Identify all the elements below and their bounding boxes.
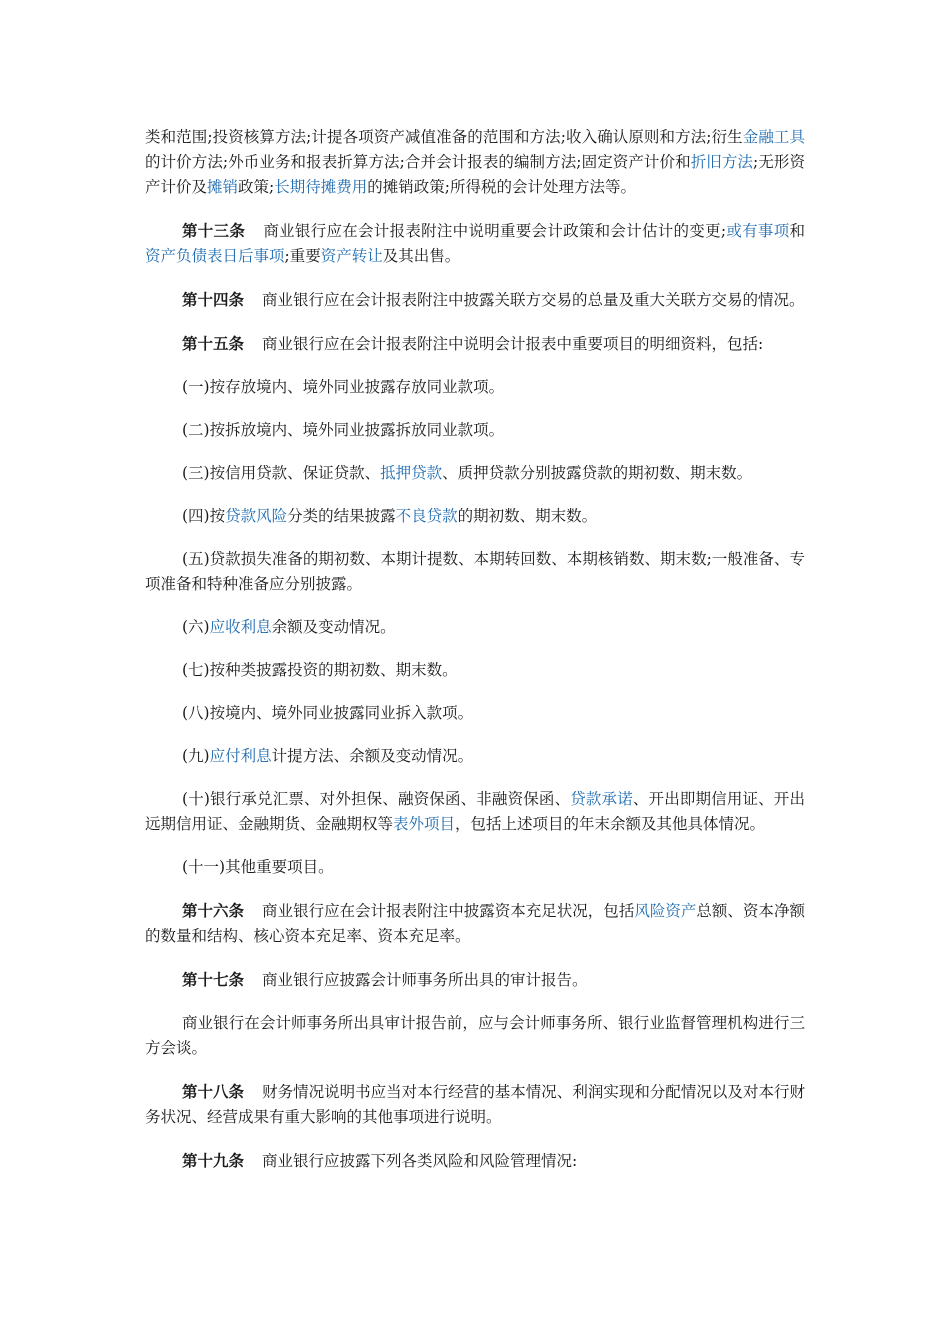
paragraph-text: 商业银行应披露会计师事务所出具的审计报告。 <box>262 971 588 989</box>
article-number: 第十七条 <box>182 970 245 989</box>
paragraph <box>145 898 805 949</box>
paragraph <box>145 547 805 597</box>
paragraph-text: 总额、资本净额的数量和结构、核心资本充足率、资本充足率。 <box>145 902 805 945</box>
paragraph-text: ;重要 <box>284 247 321 265</box>
term-link[interactable]: 不良贷款 <box>395 507 458 525</box>
article-number: 第十六条 <box>182 901 245 920</box>
paragraph <box>145 504 805 529</box>
paragraph-text: 政策; <box>238 178 275 196</box>
paragraph <box>145 418 805 443</box>
paragraph-text: (八)按境内、境外同业披露同业拆入款项。 <box>182 704 474 722</box>
term-link[interactable]: 摊销 <box>207 178 239 196</box>
paragraph <box>145 744 805 769</box>
term-link[interactable]: 贷款承诺 <box>570 790 633 808</box>
term-link[interactable]: 长期待摊费用 <box>274 178 368 196</box>
paragraph-text: 类和范围;投资核算方法;计提各项资产减值准备的范围和方法;收入确认原则和方法;衍生 <box>145 128 743 146</box>
paragraph-text: (十一)其他重要项目。 <box>182 858 334 876</box>
paragraph-text: 及其出售。 <box>382 247 461 265</box>
paragraph-text: 商业银行应在会计报表附注中说明重要会计政策和会计估计的变更; <box>263 222 727 240</box>
paragraph-text: 商业银行应在会计报表附注中说明会计报表中重要项目的明细资料，包括: <box>262 335 764 353</box>
paragraph-text: 商业银行在会计师事务所出具审计报告前，应与会计师事务所、银行业监督管理机构进行三方会谈。 <box>145 1014 805 1057</box>
paragraph-text: 余额及变动情况。 <box>271 618 396 636</box>
paragraph-text: 分类的结果披露 <box>287 507 396 525</box>
article-number: 第十九条 <box>182 1151 245 1170</box>
term-link[interactable]: 应收利息 <box>209 618 272 636</box>
article-number: 第十五条 <box>182 334 245 353</box>
paragraph <box>145 615 805 640</box>
paragraph-text: 、开出即期信用证、开出远期信用证、金融期货、金融期权等 <box>145 790 805 833</box>
paragraph-text: 商业银行应在会计报表附注中披露资本充足状况，包括 <box>262 902 635 920</box>
paragraph-text: 商业银行应披露下列各类风险和风险管理情况: <box>262 1152 578 1170</box>
paragraph <box>145 1148 805 1174</box>
paragraph-text: ;无形资产计价及 <box>145 153 805 196</box>
paragraph <box>145 658 805 683</box>
paragraph <box>145 855 805 880</box>
paragraph <box>145 287 805 313</box>
paragraph <box>145 787 805 837</box>
term-link[interactable]: 金融工具 <box>742 128 805 146</box>
paragraph-text: (一)按存放境内、境外同业披露存放同业款项。 <box>182 378 505 396</box>
article-number: 第十八条 <box>182 1082 245 1101</box>
term-link[interactable]: 贷款风险 <box>225 507 288 525</box>
paragraph <box>145 331 805 357</box>
paragraph <box>145 461 805 486</box>
paragraph-text: (六) <box>182 618 210 636</box>
paragraph-text: 和 <box>789 222 805 240</box>
paragraph-text: 计提方法、余额及变动情况。 <box>271 747 474 765</box>
term-link[interactable]: 资产转让 <box>320 247 383 265</box>
article-number: 第十三条 <box>182 221 246 240</box>
term-link[interactable]: 抵押贷款 <box>380 464 443 482</box>
paragraph <box>145 1011 805 1061</box>
document-body <box>145 125 805 1192</box>
paragraph-text: 的摊销政策;所得税的会计处理方法等。 <box>367 178 637 196</box>
paragraph <box>145 967 805 993</box>
paragraph-text: (九) <box>182 747 210 765</box>
term-link[interactable]: 应付利息 <box>209 747 272 765</box>
paragraph-text: (七)按种类披露投资的期初数、期末数。 <box>182 661 458 679</box>
paragraph-text: 、质押贷款分别披露贷款的期初数、期末数。 <box>442 464 753 482</box>
paragraph <box>145 218 805 269</box>
paragraph-text: ，包括上述项目的年末余额及其他具体情况。 <box>455 815 766 833</box>
term-link[interactable]: 或有事项 <box>726 222 790 240</box>
paragraph-text: (二)按拆放境内、境外同业披露拆放同业款项。 <box>182 421 505 439</box>
paragraph <box>145 701 805 726</box>
paragraph-text: 财务情况说明书应当对本行经营的基本情况、利润实现和分配情况以及对本行财务状况、经营成果有重大影响的其他事项进行说明。 <box>145 1083 805 1126</box>
paragraph <box>145 1079 805 1130</box>
paragraph-text: (十)银行承兑汇票、对外担保、融资保函、非融资保函、 <box>182 790 571 808</box>
term-link[interactable]: 资产负债表日后事项 <box>145 247 285 265</box>
paragraph-text: 的期初数、期末数。 <box>457 507 598 525</box>
paragraph-text: (五)贷款损失准备的期初数、本期计提数、本期转回数、本期核销数、期末数;一般准备、专项准备和特种准备应分别披露。 <box>145 550 805 593</box>
paragraph <box>145 125 805 200</box>
term-link[interactable]: 表外项目 <box>393 815 456 833</box>
paragraph-text: 的计价方法;外币业务和报表折算方法;合并会计报表的编制方法;固定资产计价和 <box>145 153 691 171</box>
paragraph-text: 商业银行应在会计报表附注中披露关联方交易的总量及重大关联方交易的情况。 <box>262 291 805 309</box>
article-number: 第十四条 <box>182 290 245 309</box>
paragraph-text: (四)按 <box>182 507 226 525</box>
paragraph-text: (三)按信用贷款、保证贷款、 <box>182 464 381 482</box>
paragraph <box>145 375 805 400</box>
term-link[interactable]: 折旧方法 <box>690 153 754 171</box>
term-link[interactable]: 风险资产 <box>634 902 697 920</box>
